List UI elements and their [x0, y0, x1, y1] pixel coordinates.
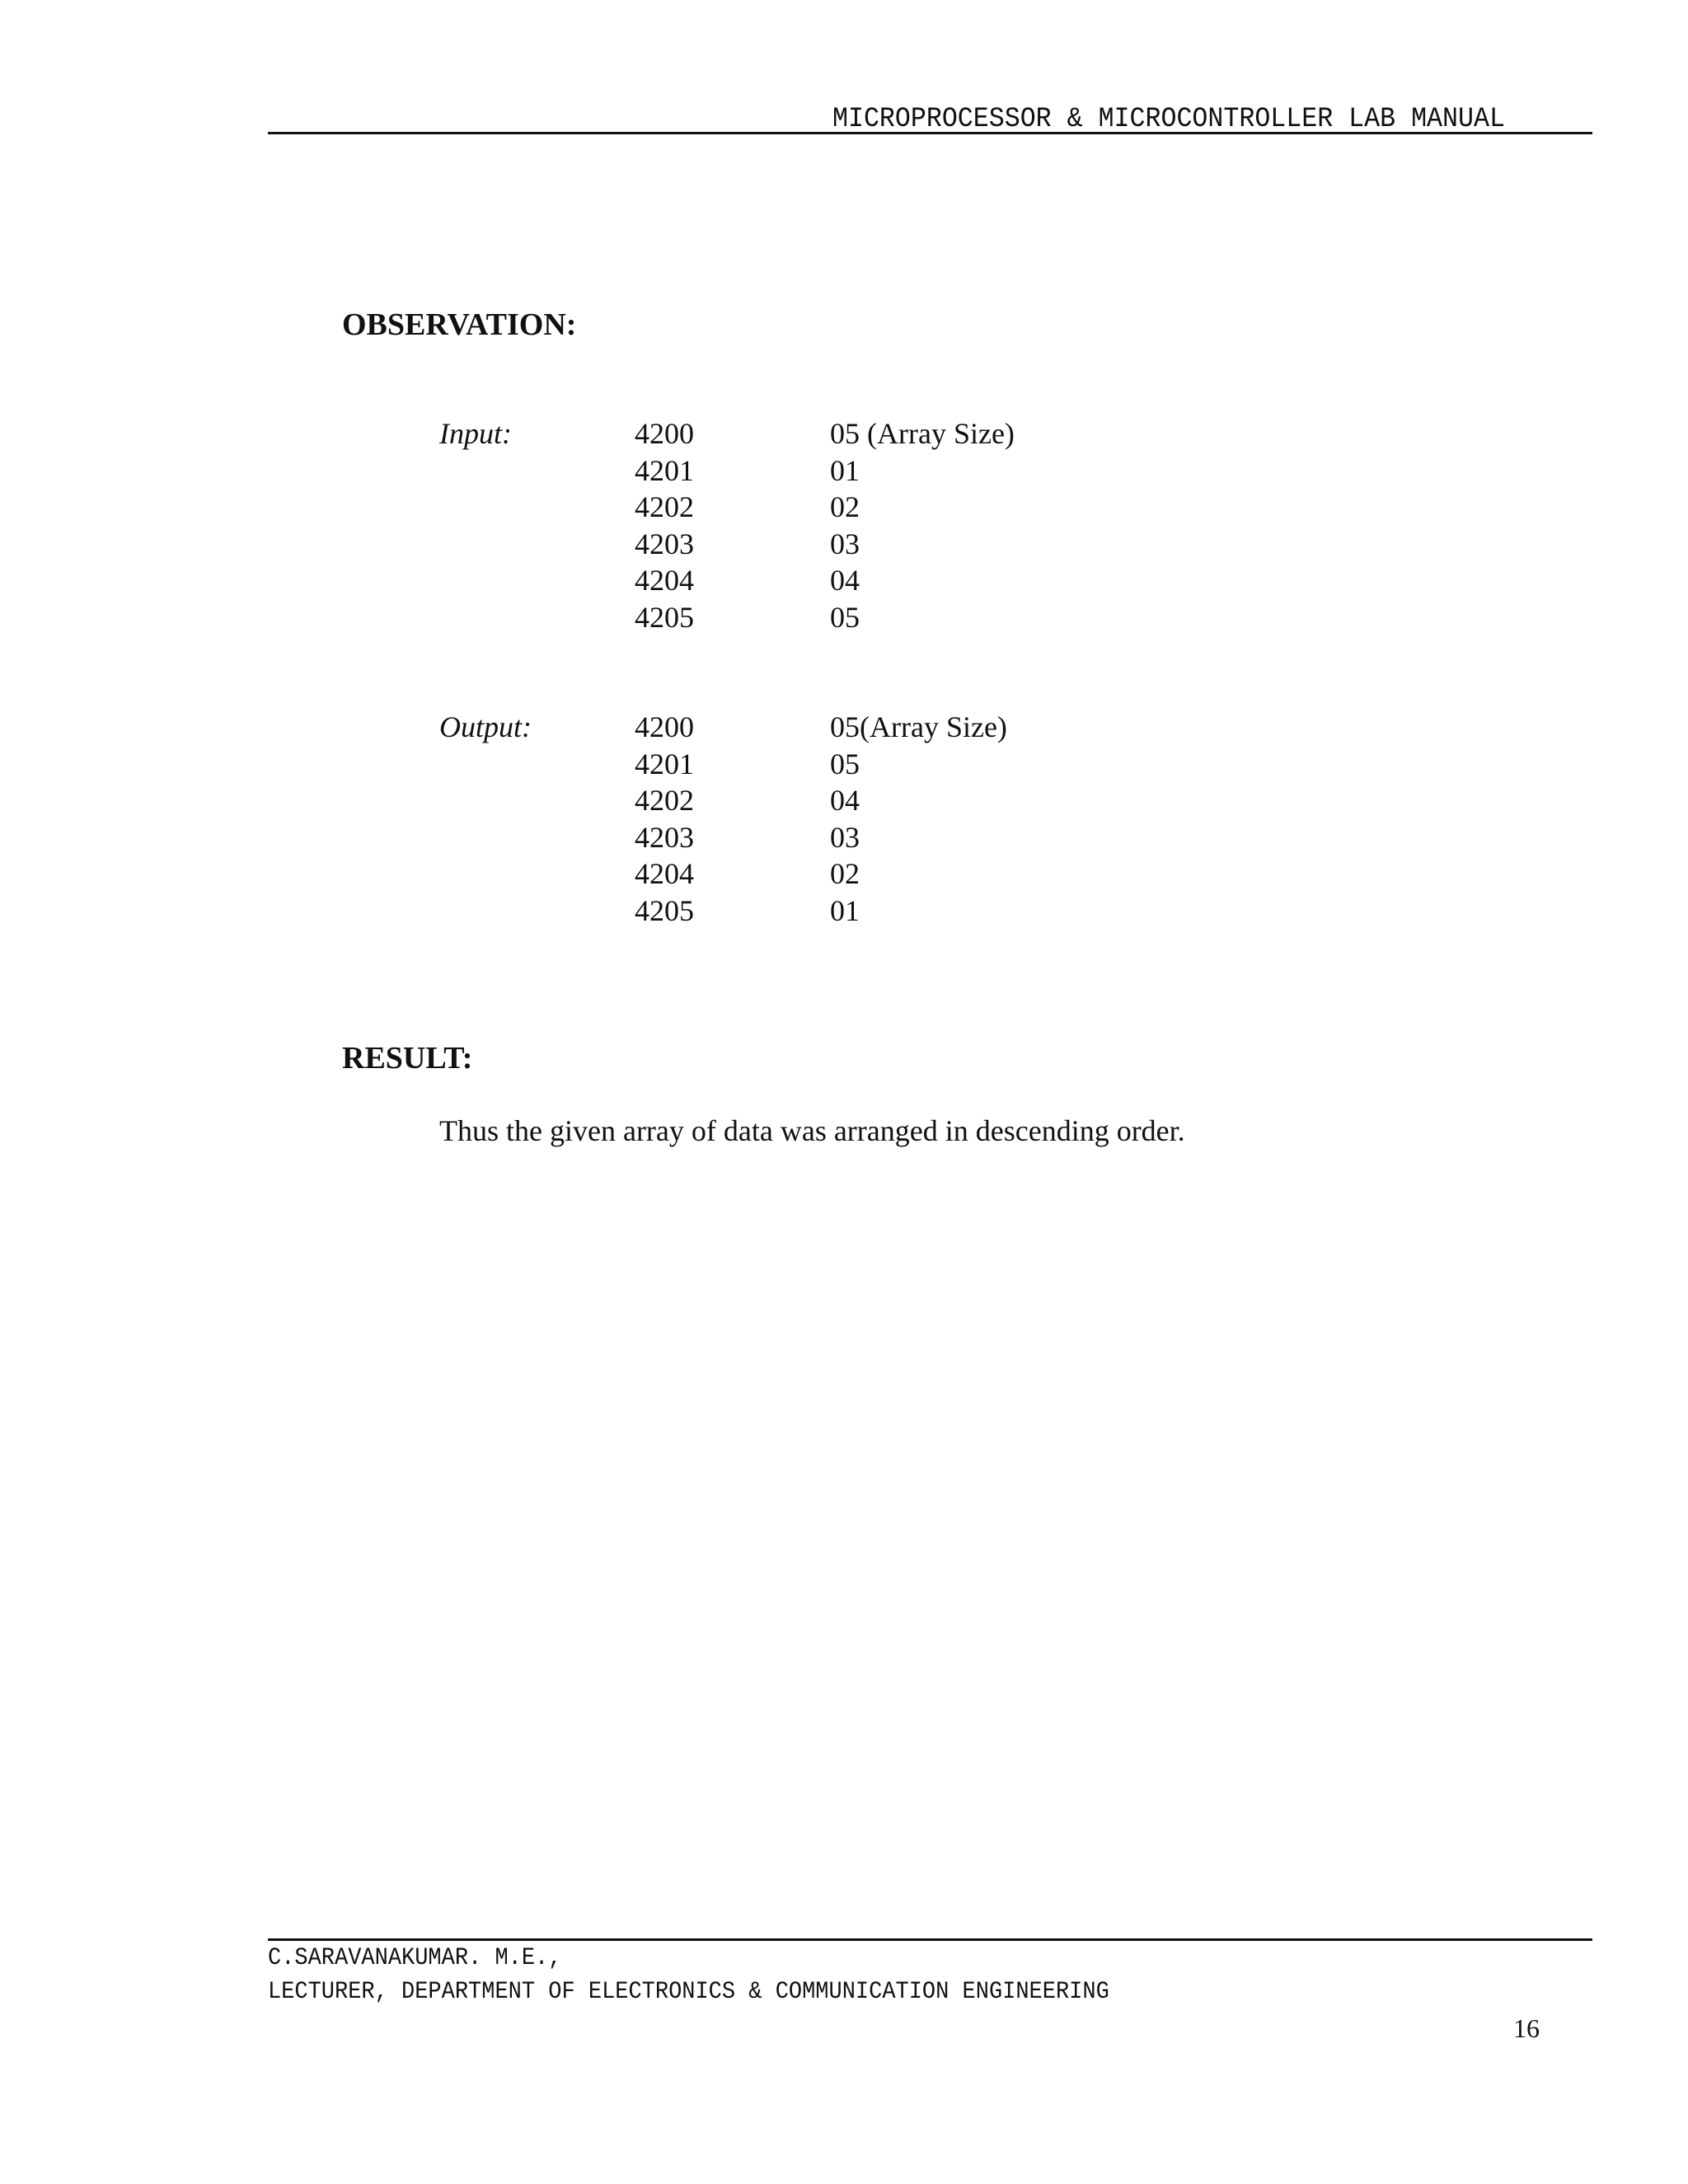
input-table	[439, 415, 1181, 636]
table-row	[439, 709, 1181, 746]
table-row	[439, 819, 1181, 856]
running-header: MICROPROCESSOR & MICROCONTROLLER LAB MANUAL	[832, 104, 1505, 135]
address-cell: 4203	[635, 820, 694, 854]
address-cell: 4204	[635, 564, 694, 598]
value-cell: 01	[830, 453, 860, 487]
address-cell: 4202	[635, 784, 694, 818]
value-cell: 04	[830, 784, 860, 818]
value-cell: 04	[830, 564, 860, 598]
footer-rule	[268, 1938, 1592, 1941]
observation-heading: OBSERVATION:	[342, 307, 577, 342]
table-row	[439, 599, 1181, 636]
table-row	[439, 415, 1181, 452]
result-heading: RESULT:	[342, 1041, 473, 1076]
footer-designation: LECTURER, DEPARTMENT OF ELECTRONICS & COMMUNICATION ENGINEERING	[268, 1978, 1109, 2006]
table-row	[439, 746, 1181, 783]
output-table	[439, 709, 1181, 930]
address-cell: 4200	[635, 710, 694, 743]
table-row	[439, 782, 1181, 819]
page-number: 16	[1513, 2013, 1540, 2043]
value-cell: 01	[830, 893, 860, 927]
table-row	[439, 562, 1181, 599]
value-cell: 05	[830, 747, 860, 780]
table-row	[439, 893, 1181, 930]
result-statement: Thus the given array of data was arranged in descending order.	[439, 1114, 1185, 1147]
table-row	[439, 526, 1181, 563]
footer-author: C.SARAVANAKUMAR. M.E.,	[268, 1944, 562, 1972]
address-cell: 4203	[635, 527, 694, 560]
address-cell: 4205	[635, 600, 694, 634]
value-cell: 03	[830, 820, 860, 854]
address-cell: 4205	[635, 893, 694, 927]
value-cell: 05 (Array Size)	[830, 417, 1015, 450]
value-cell: 05(Array Size)	[830, 710, 1007, 743]
table-row	[439, 855, 1181, 893]
output-label: Output:	[439, 710, 532, 743]
table-row	[439, 489, 1181, 526]
value-cell: 03	[830, 527, 860, 560]
address-cell: 4200	[635, 417, 694, 450]
header-rule	[268, 132, 1592, 134]
address-cell: 4204	[635, 857, 694, 891]
value-cell: 02	[830, 857, 860, 891]
address-cell: 4201	[635, 453, 694, 487]
address-cell: 4201	[635, 747, 694, 780]
value-cell: 05	[830, 600, 860, 634]
input-label: Input:	[439, 417, 512, 450]
value-cell: 02	[830, 490, 860, 524]
table-row	[439, 452, 1181, 490]
address-cell: 4202	[635, 490, 694, 524]
